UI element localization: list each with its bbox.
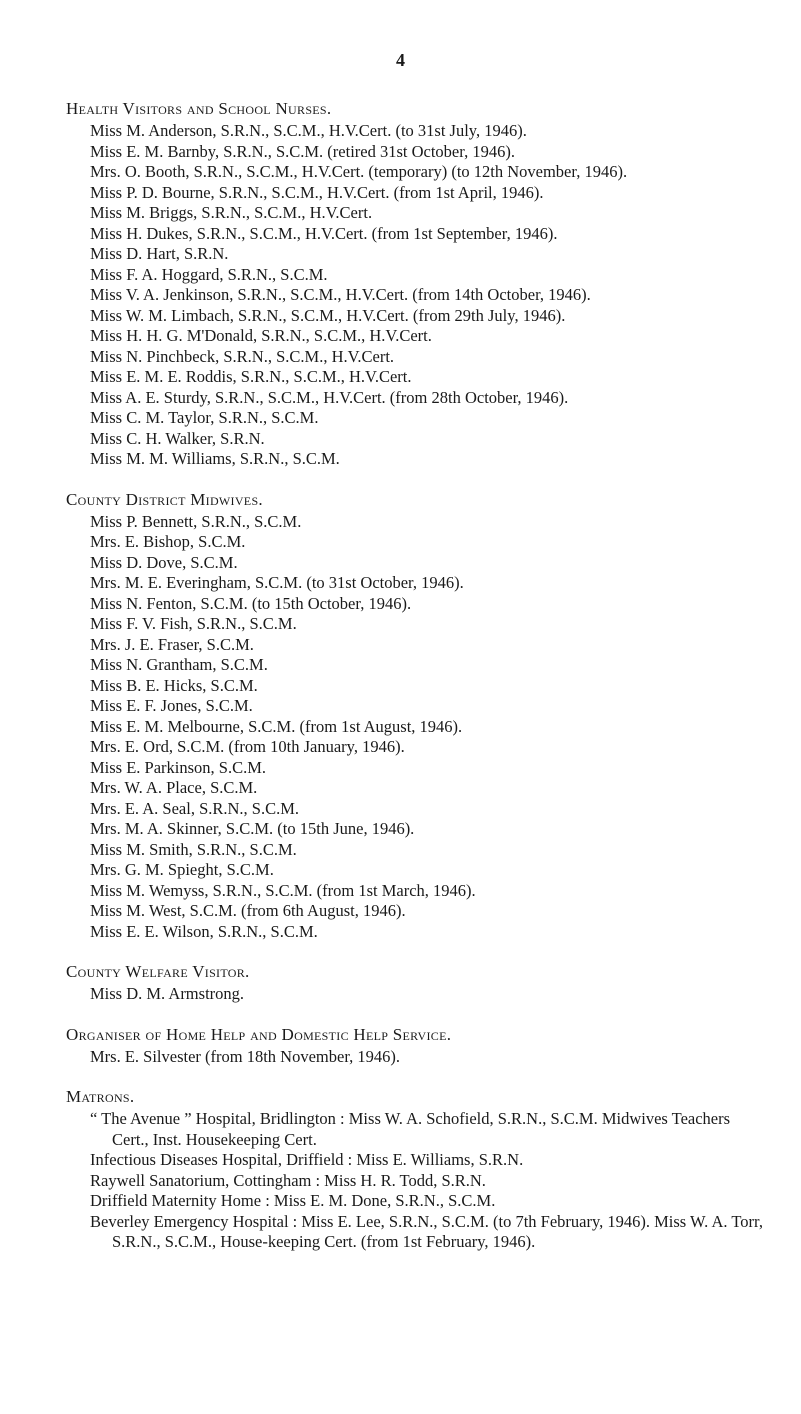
section-heading: County Welfare Visitor. [66,962,250,981]
list-item: Miss V. A. Jenkinson, S.R.N., S.C.M., H.V.Cert. (from 14th October, 1946). [90,285,591,304]
list-item: Miss W. M. Limbach, S.R.N., S.C.M., H.V.Cert. (from 29th July, 1946). [90,305,566,325]
section-heading: County District Midwives. [66,489,263,509]
list-item: Mrs. J. E. Fraser, S.C.M. [90,634,254,654]
list-item: Mrs. M. A. Skinner, S.C.M. (to 15th June, 1946). [90,819,415,838]
page-number: 4 [396,50,405,70]
list-item: Miss H. H. G. M'Donald, S.R.N., S.C.M., H.V.Cert. [90,326,432,345]
list-item: “ The Avenue ” Hospital, Bridlington : Miss W. A. Schofield, S.R.N., S.C.M. Midwives Teachers Cert., Inst. Housekeeping Cert. [90,1109,731,1149]
section-district-midwives [66,489,766,943]
list-item: Miss M. Wemyss, S.R.N., S.C.M. (from 1st March, 1946). [90,880,476,900]
list-item: Miss P. Bennett, S.R.N., S.C.M. [90,511,302,531]
list-item: Beverley Emergency Hospital : Miss E. Lee, S.R.N., S.C.M. (to 7th February, 1946). Miss W. A. Torr, S.R.N., S.C.M., House-keeping Cert. (from 1st February, 1946). [90,1211,763,1251]
list-item: Miss E. M. E. Roddis, S.R.N., S.C.M., H.V.Cert. [90,367,412,386]
list-item: Miss A. E. Sturdy, S.R.N., S.C.M., H.V.Cert. (from 28th October, 1946). [90,387,569,407]
entry-list [90,121,766,470]
entry-list [90,1047,766,1068]
list-item: Mrs. W. A. Place, S.C.M. [90,778,258,797]
list-item: Miss E. M. Barnby, S.R.N., S.C.M. (retired 31st October, 1946). [90,141,515,161]
list-item: Miss H. Dukes, S.R.N., S.C.M., H.V.Cert. (from 1st September, 1946). [90,223,558,243]
list-item: Miss D. Dove, S.C.M. [90,552,238,572]
list-item: Miss M. Briggs, S.R.N., S.C.M., H.V.Cert. [90,203,373,222]
list-item: Miss P. D. Bourne, S.R.N., S.C.M., H.V.Cert. (from 1st April, 1946). [90,182,544,202]
list-item: Mrs. E. Ord, S.C.M. (from 10th January, 1946). [90,737,405,756]
list-item: Miss D. M. Armstrong. [90,984,245,1003]
entry-list [90,1109,766,1253]
list-item: Miss E. E. Wilson, S.R.N., S.C.M. [90,921,318,941]
list-item: Mrs. E. A. Seal, S.R.N., S.C.M. [90,798,300,818]
list-item: Miss C. M. Taylor, S.R.N., S.C.M. [90,408,319,427]
list-item: Miss B. E. Hicks, S.C.M. [90,675,258,695]
list-item: Driffield Maternity Home : Miss E. M. Done, S.R.N., S.C.M. [90,1191,496,1210]
list-item: Infectious Diseases Hospital, Driffield : Miss E. Williams, S.R.N. [90,1150,524,1169]
page-content [66,98,766,1272]
entry-list [90,984,766,1005]
list-item: Mrs. M. E. Everingham, S.C.M. (to 31st October, 1946). [90,573,464,592]
list-item: Mrs. G. M. Spieght, S.C.M. [90,860,274,879]
list-item: Miss N. Fenton, S.C.M. (to 15th October, 1946). [90,593,412,613]
list-item: Miss N. Grantham, S.C.M. [90,655,268,674]
list-item: Miss M. M. Williams, S.R.N., S.C.M. [90,449,340,468]
list-item: Miss E. F. Jones, S.C.M. [90,696,253,715]
list-item: Miss M. Anderson, S.R.N., S.C.M., H.V.Cert. (to 31st July, 1946). [90,121,527,140]
list-item: Miss E. M. Melbourne, S.C.M. (from 1st August, 1946). [90,716,463,736]
list-item: Miss M. Smith, S.R.N., S.C.M. [90,839,297,859]
list-item: Raywell Sanatorium, Cottingham : Miss H. R. Todd, S.R.N. [90,1170,486,1190]
list-item: Mrs. E. Bishop, S.C.M. [90,532,246,551]
section-heading: Organiser of Home Help and Domestic Help Service. [66,1024,452,1044]
section-home-help-organiser [66,1024,766,1068]
section-heading: Matrons. [66,1087,135,1106]
list-item: Miss C. H. Walker, S.R.N. [90,428,265,448]
section-matrons [66,1086,766,1253]
section-welfare-visitor [66,961,766,1005]
list-item: Miss M. West, S.C.M. (from 6th August, 1946). [90,901,406,920]
list-item: Miss N. Pinchbeck, S.R.N., S.C.M., H.V.Cert. [90,346,395,366]
entry-list [90,512,766,943]
list-item: Miss F. V. Fish, S.R.N., S.C.M. [90,614,297,633]
list-item: Miss D. Hart, S.R.N. [90,244,229,263]
list-item: Miss E. Parkinson, S.C.M. [90,757,267,777]
list-item: Mrs. E. Silvester (from 18th November, 1946). [90,1046,401,1066]
list-item: Miss F. A. Hoggard, S.R.N., S.C.M. [90,264,328,284]
list-item: Mrs. O. Booth, S.R.N., S.C.M., H.V.Cert. (temporary) (to 12th November, 1946). [90,162,628,181]
section-health-visitors [66,98,766,470]
section-heading: Health Visitors and School Nurses. [66,99,332,118]
